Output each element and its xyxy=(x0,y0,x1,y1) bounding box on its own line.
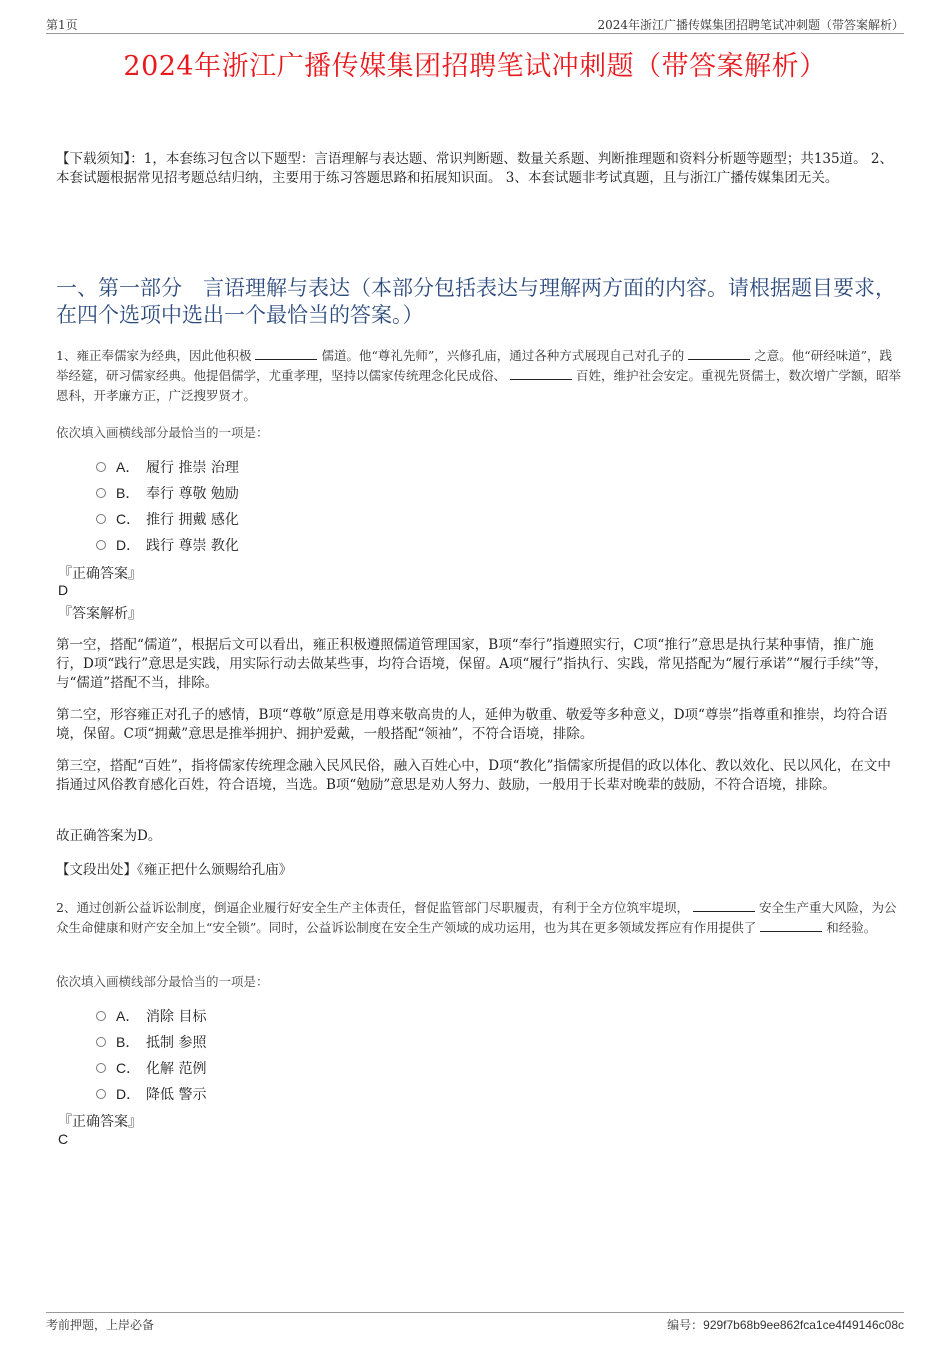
q1-option-c-key: C． xyxy=(116,511,141,527)
footer-code-label: 编号： xyxy=(667,1318,704,1332)
q1-analysis-para-3: 第三空，搭配“百姓”，指将儒家传统理念融入民风民俗，融入百姓心中，D项“教化”指儒家所提倡的政以体化、教以效化、民以风化，在文中指通过风俗教育感化百姓，符合语境，当选。B项“勉励”意思是劝人努力、鼓励，一般用于长辈对晚辈的鼓励，不符合语境，排除。 xyxy=(56,758,891,793)
question-2-stem xyxy=(56,898,902,938)
q1-blank-3 xyxy=(510,367,572,380)
q1-blank-2 xyxy=(688,347,750,360)
q2-stem-part-c: 和经验。 xyxy=(826,920,877,935)
q2-answer-label: 『正确答案』 xyxy=(58,1114,142,1130)
radio-icon[interactable] xyxy=(96,1011,106,1021)
q1-option-a-text: 履行 推崇 治理 xyxy=(146,460,239,476)
footer-code xyxy=(667,1316,904,1333)
header-divider xyxy=(46,33,904,34)
radio-icon[interactable] xyxy=(96,462,106,472)
q2-answer: C xyxy=(58,1131,69,1147)
q2-option-a[interactable] xyxy=(96,1006,206,1026)
radio-icon[interactable] xyxy=(96,1063,106,1073)
q2-stem-part-a: 2、通过创新公益诉讼制度，倒逼企业履行好安全生产主体责任，督促监管部门尽职履责，有利于全方位筑牢堤坝， xyxy=(56,900,689,915)
footer-divider xyxy=(46,1312,904,1313)
q1-stem-part-c: 之意。他“研经味道”，践举经筵，研习儒家经典。他提倡儒学，尤重孝理，坚持以儒家传统理念化民成俗、 xyxy=(56,348,893,383)
q2-option-b-text: 抵制 参照 xyxy=(146,1035,207,1051)
footer-slogan: 考前押题，上岸必备 xyxy=(46,1318,155,1332)
q2-stem-part-b: 安全生产重大风险，为公众生命健康和财产安全加上“安全锁”。同时，公益诉讼制度在安全生产领域的成功运用，也为其在更多领域发挥应有作用提供了 xyxy=(56,900,897,935)
q1-option-b-text: 奉行 尊敬 勉励 xyxy=(146,486,239,502)
q2-option-c-text: 化解 范例 xyxy=(146,1061,207,1077)
q1-option-a[interactable] xyxy=(96,457,239,477)
q2-blank-2 xyxy=(760,919,822,932)
footer-code-value: 929f7b68b9ee862fca1ce4f49146c08c xyxy=(703,1318,904,1332)
q2-option-d[interactable] xyxy=(96,1084,206,1104)
q2-option-b[interactable] xyxy=(96,1032,206,1052)
q1-prompt: 依次填入画横线部分最恰当的一项是： xyxy=(56,425,269,440)
q2-option-a-text: 消除 目标 xyxy=(146,1009,207,1025)
q1-option-d-text: 践行 尊崇 教化 xyxy=(146,538,239,554)
question-1-stem xyxy=(56,346,902,406)
q1-option-d-key: D． xyxy=(116,537,141,553)
q2-option-d-key: D． xyxy=(116,1086,141,1102)
q1-analysis-conclusion: 故正确答案为D。 xyxy=(56,828,162,844)
q1-option-c-text: 推行 拥戴 感化 xyxy=(146,512,239,528)
q2-option-c-key: C． xyxy=(116,1060,141,1076)
q2-blank-1 xyxy=(693,899,755,912)
radio-icon[interactable] xyxy=(96,1089,106,1099)
q1-option-b[interactable] xyxy=(96,483,239,503)
download-notice: 【下载须知】：1，本套练习包含以下题型：言语理解与表达题、常识判断题、数量关系题、判断推理题和资料分析题等题型；共135道。 2、本套试题根据常见招考题总结归纳，主要用于练习答题思路和拓展知识面。 3、本套试题非考试真题，且与浙江广播传媒集团无关。 xyxy=(56,151,893,186)
q1-option-a-key: A． xyxy=(116,459,140,475)
radio-icon[interactable] xyxy=(96,1037,106,1047)
q1-stem-part-b: 儒道。他“尊礼先师”，兴修孔庙，通过各种方式展现自己对孔子的 xyxy=(321,348,685,363)
q1-source: 【文段出处】《雍正把什么颁赐给孔庙》 xyxy=(56,862,293,878)
q2-option-d-text: 降低 警示 xyxy=(146,1087,207,1103)
q2-option-b-key: B． xyxy=(116,1034,140,1050)
q1-option-d[interactable] xyxy=(96,535,239,555)
header-page-number: 第1页 xyxy=(46,18,78,32)
q2-option-c[interactable] xyxy=(96,1058,206,1078)
q1-blank-1 xyxy=(255,347,317,360)
q1-answer-label: 『正确答案』 xyxy=(58,566,142,582)
q1-answer: D xyxy=(58,582,69,598)
q2-option-a-key: A． xyxy=(116,1008,140,1024)
q1-analysis-label: 『答案解析』 xyxy=(58,606,142,622)
q1-stem-part-d: 百姓，维护社会安定。重视先贤儒士，数次增广学额，昭举恩科，开孝廉方正，广泛搜罗贤才。 xyxy=(56,368,902,403)
q1-analysis-para-1: 第一空，搭配“儒道”，根据后文可以看出，雍正积极遵照儒道管理国家，B项“奉行”指遵照实行，C项“推行”意思是执行某种事情，推广施行，D项“践行”意思是实践，用实际行动去做某些事，均符合语境，保留。A项“履行”指执行、实践，常见搭配为“履行承诺”“履行手续”等，与“儒道”搭配不当，排除。 xyxy=(56,637,888,691)
q1-analysis-para-2: 第二空，形容雍正对孔子的感情，B项“尊敬”原意是用尊来敬高贵的人，延伸为敬重、敬爱等多种意义，D项“尊崇”指尊重和推崇，均符合语境，保留。C项“拥戴”意思是推举拥护、拥护爱戴，一般搭配“领袖”，不符合语境，排除。 xyxy=(56,707,888,742)
radio-icon[interactable] xyxy=(96,514,106,524)
q2-prompt: 依次填入画横线部分最恰当的一项是： xyxy=(56,974,269,989)
header-doc-title: 2024年浙江广播传媒集团招聘笔试冲刺题（带答案解析） xyxy=(597,18,904,32)
radio-icon[interactable] xyxy=(96,540,106,550)
radio-icon[interactable] xyxy=(96,488,106,498)
q1-stem-part-a: 1、雍正奉儒家为经典，因此他积极 xyxy=(56,348,252,363)
page-title: 2024年浙江广播传媒集团招聘笔试冲刺题（带答案解析） xyxy=(123,51,827,82)
q1-option-c[interactable] xyxy=(96,509,239,529)
section-title: 一、第一部分 言语理解与表达（本部分包括表达与理解两方面的内容。请根据题目要求，在四个选项中选出一个最恰当的答案。） xyxy=(56,276,896,327)
q1-option-b-key: B． xyxy=(116,485,140,501)
